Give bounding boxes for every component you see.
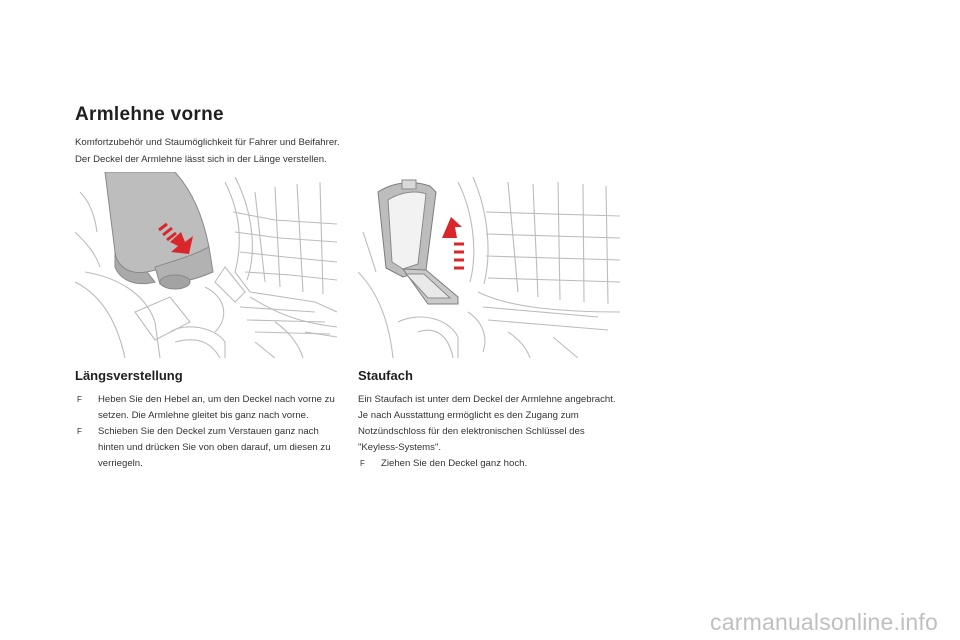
instruction-text: Ziehen Sie den Deckel ganz hoch. xyxy=(381,458,528,469)
instruction-item xyxy=(75,392,340,424)
laengsverstellung-text xyxy=(75,392,340,472)
instruction-text: Schieben Sie den Deckel zum Verstauen ganz nach hinten und drücken Sie von oben darauf, um diesen zu verriegeln. xyxy=(98,426,331,469)
staufach-text xyxy=(358,392,623,472)
staufach-paragraph: Ein Staufach ist unter dem Deckel der Armlehne angebracht. Je nach Ausstattung ermöglicht es den Zugang zum Notzündschloss für den elektronischen Schlüssel des "Keyless-Systems". xyxy=(358,394,616,453)
section-heading-staufach: Staufach xyxy=(358,368,413,383)
instruction-item xyxy=(75,424,340,472)
armrest-slide-illustration xyxy=(75,172,337,358)
watermark: carmanualsonline.info xyxy=(710,609,938,635)
page-title: Armlehne vorne xyxy=(75,104,224,125)
instruction-text: Heben Sie den Hebel an, um den Deckel nach vorne zu setzen. Die Armlehne gleitet bis ganz nach vorne. xyxy=(98,394,335,421)
section-heading-laengsverstellung: Längsverstellung xyxy=(75,368,183,383)
intro-line: Der Deckel der Armlehne lässt sich in der Länge verstellen. xyxy=(75,154,327,165)
intro-text xyxy=(75,134,340,168)
bullet-symbol: F xyxy=(77,395,82,404)
instruction-item xyxy=(358,456,623,472)
intro-line: Komfortzubehör und Staumöglichkeit für Fahrer und Beifahrer. xyxy=(75,137,340,148)
bullet-symbol: F xyxy=(360,459,365,468)
storage-compartment-illustration xyxy=(358,172,620,358)
bullet-symbol: F xyxy=(77,427,82,436)
